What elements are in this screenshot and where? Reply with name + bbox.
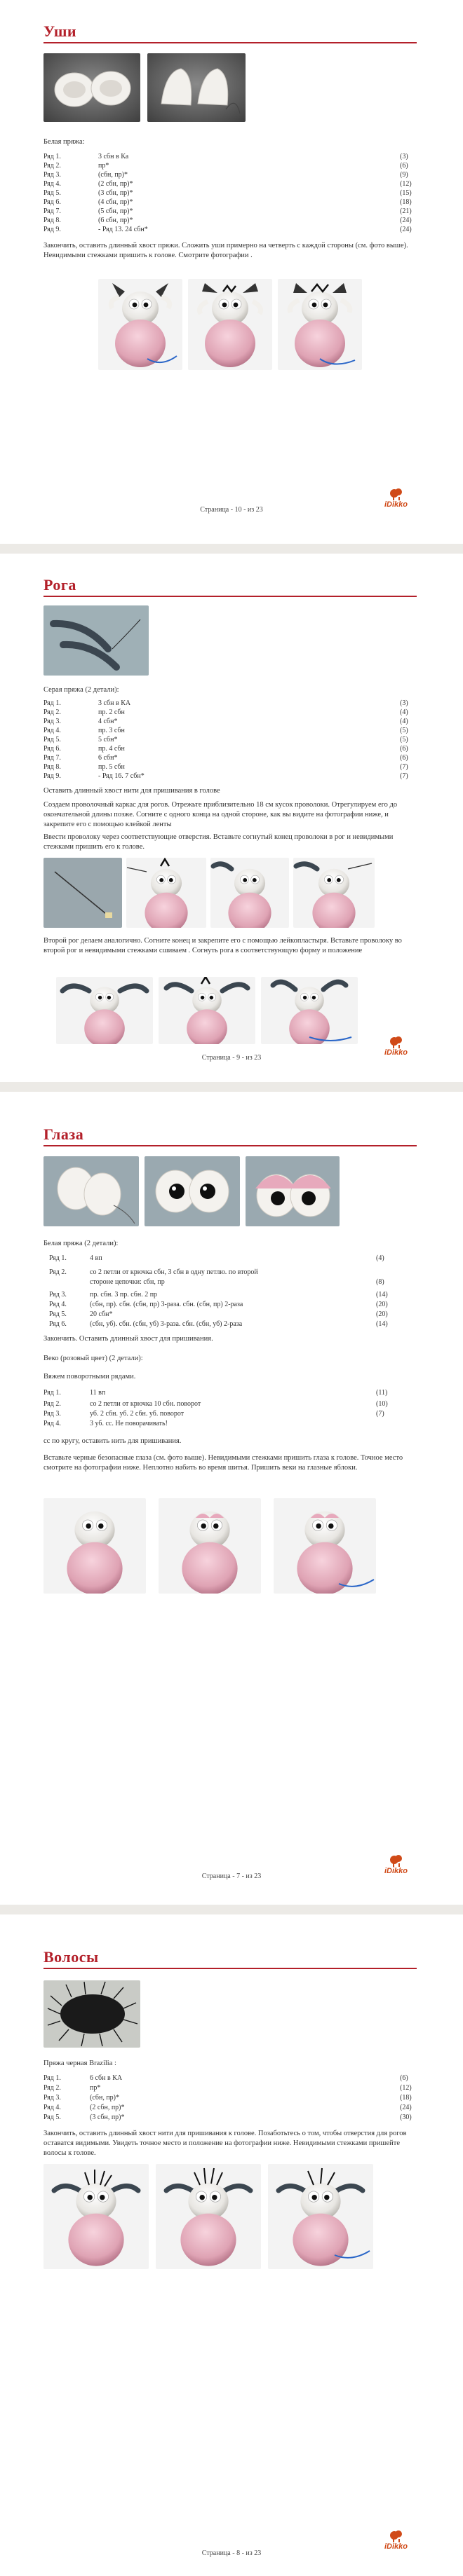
row-label: Ряд 9. [43, 226, 61, 233]
row-instruction: 5 сбн* [98, 736, 118, 744]
row-instruction: (2 сбн, пр)* [90, 2104, 125, 2111]
row-count: (6) [400, 162, 408, 170]
row-instruction: (сбн, пр)* [98, 171, 128, 179]
photo-eyes-toy-1 [43, 1498, 146, 1594]
row-count: (12) [400, 180, 412, 188]
row-label: Ряд 2. [43, 1400, 61, 1408]
row-instruction: пр. 2 сбн [98, 708, 125, 716]
row-label: Ряд 1. [43, 1389, 61, 1397]
row-label: Ряд 3. [43, 171, 61, 179]
pattern-row [43, 1278, 415, 1287]
photo-eyes-toy-3 [274, 1498, 376, 1594]
row-label: Ряд 5. [43, 2113, 61, 2121]
row-count: (7) [400, 772, 408, 780]
row-label: Ряд 2. [49, 1268, 67, 1276]
row-label: Ряд 4. [43, 727, 61, 734]
pattern-row [43, 189, 415, 198]
photo-horns-wire-1 [43, 858, 122, 928]
section-title-hair: Волосы [43, 1948, 99, 1966]
row-count: (11) [376, 1389, 388, 1397]
row-count: (12) [400, 2084, 412, 2092]
row-instruction: 3 сбн в Ка [98, 153, 129, 160]
title-rule [43, 596, 417, 597]
photo-hair-toy-3 [268, 2164, 373, 2269]
logo-sheep-icon [384, 1853, 411, 1868]
page-hair [0, 1914, 463, 2576]
row-instruction: (6 сбн, пр)* [98, 217, 133, 224]
row-label: Ряд 1. [43, 2074, 61, 2082]
idikko-logo [384, 1853, 411, 1877]
pattern-row [43, 754, 415, 763]
row-instruction: 3 уб. сс. Не поворачивать! [90, 1420, 168, 1427]
idikko-logo [384, 1034, 411, 1058]
pattern-row [43, 2074, 415, 2083]
pattern-row [43, 1420, 415, 1429]
instructions-text: Вставьте черные безопасные глаза (см. фото выше). Невидимыми стежками пришить глаза к голове. Точное место смотрите на фотографии ниже. Неплотно набить во время шитья. Пришить веки на глазные яблоки. [43, 1454, 403, 1472]
pattern-row [43, 217, 415, 226]
photo-hair [43, 1980, 140, 2048]
instructions-text: Вяжем поворотными рядами. [43, 1373, 136, 1381]
yarn-label: Белая пряжа (2 детали): [43, 1240, 119, 1247]
idikko-logo [384, 2528, 411, 2552]
row-count: (18) [400, 2094, 412, 2102]
photo-horns-wire-3 [210, 858, 289, 928]
section-title-ears: Уши [43, 22, 77, 40]
row-label: Ряд 2. [43, 162, 61, 170]
row-instruction: (сбн, пр)* [90, 2094, 120, 2102]
pattern-row [43, 1310, 415, 1320]
row-label: Ряд 7. [43, 207, 61, 215]
row-instruction: (3 сбн, пр)* [98, 189, 133, 197]
row-label: Ряд 4. [43, 180, 61, 188]
logo-text: iDikko [384, 1048, 408, 1057]
row-count: (9) [400, 171, 408, 179]
row-count: (6) [400, 745, 408, 753]
page-ears [0, 0, 463, 544]
pattern-row [43, 1320, 415, 1329]
row-instruction: - Ряд 13. 24 сбн* [98, 226, 148, 233]
page-eyes [0, 1092, 463, 1905]
section-title-eyes: Глаза [43, 1125, 84, 1143]
row-instruction: 6 сбн в КА [90, 2074, 123, 2082]
row-instruction: со 2 петли от крючка 10 сбн. поворот [90, 1400, 201, 1408]
row-instruction: пр. 5 сбн [98, 763, 125, 771]
row-instruction: (2 сбн, пр)* [98, 180, 133, 188]
row-count: (24) [400, 2104, 412, 2111]
pattern-row [43, 180, 415, 189]
row-instruction: 3 сбн в КА [98, 699, 131, 707]
row-count: (3) [400, 153, 408, 160]
page-divider [0, 1082, 463, 1092]
row-instruction: пр* [98, 162, 109, 170]
pattern-row [43, 1410, 415, 1419]
yarn-label: Серая пряжа (2 детали): [43, 686, 119, 694]
instructions-text: Второй рог делаем аналогично. Согните конец и закрепите его с помощью лейкопластыря. Вставьте проволоку во второй рог и невидимыми стежками сшиваем . Согнуть рога в соответствующую форму и положение [43, 937, 402, 954]
row-count: (5) [400, 727, 408, 734]
row-instruction: со 2 петли от крючка сбн, 3 сбн в одну петлю. по второй [90, 1268, 258, 1276]
row-instruction: (3 сбн, пр)* [90, 2113, 125, 2121]
section-title-horns: Рога [43, 576, 76, 594]
row-label: Ряд 7. [43, 754, 61, 762]
row-count: (10) [376, 1400, 388, 1408]
row-instruction: стороне цепочки: сбн, пр [90, 1278, 165, 1286]
row-count: (15) [400, 189, 412, 197]
row-count: (3) [400, 699, 408, 707]
row-label: Ряд 3. [43, 2094, 61, 2102]
row-label: Ряд 3. [49, 1291, 67, 1299]
row-instruction: уб. 2 сбн. уб. 2 сбн. уб. поворот [90, 1410, 184, 1418]
row-instruction: пр. 3 сбн [98, 727, 125, 734]
instructions-text: Закончить, оставить длинный хвост нити для пришивания к голове. Позаботьтесь о том, чтобы отверстия для рогов оставатся видимыми. Увидеть точное место и положение на фотографии ниже. Невидимыми стежками пришейте волосы к голове. [43, 2130, 407, 2157]
photo-toy-ears-2 [188, 279, 272, 370]
photo-eyes-3 [246, 1156, 340, 1226]
pattern-row [43, 763, 415, 772]
instructions-text: Закончить. Оставить длинный хвост для пришивания. [43, 1335, 213, 1343]
row-label: Ряд 5. [43, 736, 61, 744]
row-instruction: (сбн, пр). сбн. (сбн, пр) 3-раза. сбн. (сбн, пр) 2-раза [90, 1301, 243, 1308]
page-footer: Страница - 7 - из 23 [201, 1872, 262, 1880]
instructions-text: Ввести проволоку через соответствующие отверстия. Вставьте согнутый конец проволоки в рог и невидимыми стежками пришить его к голове. [43, 833, 394, 851]
pattern-row [43, 727, 415, 736]
photo-ears-1 [43, 53, 140, 122]
pattern-row [43, 1254, 415, 1263]
instructions-text: сс по кругу, оставить нить для пришивания. [43, 1437, 182, 1445]
row-label: Ряд 6. [43, 198, 61, 206]
pattern-row [43, 1268, 415, 1277]
row-count: (14) [376, 1291, 388, 1299]
pattern-row [43, 745, 415, 754]
page-footer: Страница - 9 - из 23 [201, 1054, 262, 1062]
pattern-row [43, 2094, 415, 2103]
row-label: Ряд 2. [43, 2084, 61, 2092]
page-divider [0, 1905, 463, 1914]
pattern-row [43, 699, 415, 708]
row-label: Ряд 2. [43, 708, 61, 716]
row-label: Ряд 9. [43, 772, 61, 780]
row-count: (5) [400, 736, 408, 744]
row-instruction: (сбн, уб). сбн. (сбн, уб) 3-раза. сбн. (сбн, уб) 2-раза [90, 1320, 243, 1328]
pattern-row [43, 708, 415, 718]
row-label: Ряд 1. [43, 153, 61, 160]
pattern-row [43, 2104, 415, 2113]
row-instruction: 6 сбн* [98, 754, 118, 762]
logo-text: iDikko [384, 500, 408, 509]
page-divider [0, 544, 463, 554]
row-label: Ряд 6. [49, 1320, 67, 1328]
row-count: (24) [400, 217, 412, 224]
row-instruction: пр* [90, 2084, 101, 2092]
row-label: Ряд 5. [43, 189, 61, 197]
pattern-row [43, 736, 415, 745]
pattern-row [43, 1291, 415, 1300]
row-count: (4) [400, 708, 408, 716]
page-footer: Страница - 10 - из 23 [200, 506, 263, 514]
row-instruction: 11 вп [90, 1389, 106, 1397]
photo-horns-wire-4 [293, 858, 375, 928]
pattern-row [43, 226, 415, 235]
row-label: Ряд 3. [43, 1410, 61, 1418]
row-instruction: пр. 4 сбн [98, 745, 125, 753]
row-count: (7) [400, 763, 408, 771]
row-count: (4) [376, 1254, 384, 1262]
row-label: Ряд 4. [43, 2104, 61, 2111]
logo-sheep-icon [384, 1034, 411, 1050]
pattern-row [43, 198, 415, 207]
instructions-text: Закончить, оставить длинный хвост пряжи. Сложить уши примерно на четверть с каждой стороны (см. фото выше). Невидимыми стежками пришить к голове. Смотрите фотографии . [43, 242, 408, 259]
title-rule [43, 42, 417, 43]
pattern-row [43, 207, 415, 217]
row-label: Ряд 8. [43, 763, 61, 771]
pattern-row [43, 2113, 415, 2123]
page-footer: Страница - 8 - из 23 [201, 2549, 262, 2557]
row-count: (21) [400, 207, 412, 215]
row-count: (7) [376, 1410, 384, 1418]
row-label: Ряд 8. [43, 217, 61, 224]
photo-hair-toy-1 [43, 2164, 149, 2269]
row-label: Ряд 1. [43, 699, 61, 707]
title-rule [43, 1968, 417, 1969]
row-instruction: - Ряд 16. 7 сбн* [98, 772, 145, 780]
row-count: (14) [376, 1320, 388, 1328]
logo-sheep-icon [384, 2528, 411, 2544]
photo-toy-ears-3 [278, 279, 362, 370]
row-label: Ряд 4. [49, 1301, 67, 1308]
row-count: (8) [376, 1278, 384, 1286]
row-count: (18) [400, 198, 412, 206]
row-instruction: 20 сбн* [90, 1310, 113, 1318]
row-instruction: пр. сбн. 3 пр. сбн. 2 пр [90, 1291, 158, 1299]
pattern-row [43, 1400, 415, 1409]
yarn-label: Веко (розовый цвет) (2 детали): [43, 1355, 143, 1362]
row-count: (24) [400, 226, 412, 233]
photo-ears-2 [147, 53, 246, 122]
photo-horns-done-2 [159, 977, 255, 1044]
yarn-label: Белая пряжа: [43, 138, 85, 146]
photo-eyes-2 [145, 1156, 240, 1226]
row-instruction: (5 сбн, пр)* [98, 207, 133, 215]
pattern-row [43, 162, 415, 171]
page-horns [0, 554, 463, 1082]
photo-horns-wire-2 [126, 858, 206, 928]
row-instruction: (4 сбн, пр)* [98, 198, 133, 206]
logo-text: iDikko [384, 2542, 408, 2551]
photo-eyes-toy-2 [159, 1498, 261, 1594]
row-count: (20) [376, 1301, 388, 1308]
row-label: Ряд 5. [49, 1310, 67, 1318]
row-count: (4) [400, 718, 408, 725]
row-label: Ряд 1. [49, 1254, 67, 1262]
pattern-row [43, 171, 415, 180]
title-rule [43, 1145, 417, 1146]
photo-toy-ears-1 [98, 279, 182, 370]
row-count: (6) [400, 2074, 408, 2082]
logo-text: iDikko [384, 1867, 408, 1875]
instructions-text: Оставить длинный хвост нити для пришивания в голове [43, 787, 220, 795]
row-instruction: 4 сбн* [98, 718, 118, 725]
row-count: (20) [376, 1310, 388, 1318]
instructions-text: Создаем проволочный каркас для рогов. Отрежьте приблизительно 18 см кусок проволоки. Отрегулируем его до окончательной длины позже. Согните с одного конца на одной стороне, как вы видите на фотографии ниже, и закрепите его с помощью клейкой ленты [43, 801, 398, 828]
pattern-row [43, 772, 415, 781]
pattern-row [43, 2084, 415, 2093]
row-count: (30) [400, 2113, 412, 2121]
row-count: (6) [400, 754, 408, 762]
row-instruction: 4 вп [90, 1254, 102, 1262]
pattern-row [43, 718, 415, 727]
photo-horns-done-1 [56, 977, 153, 1044]
pattern-row [43, 153, 415, 162]
pattern-row [43, 1301, 415, 1310]
pattern-row [43, 1389, 415, 1398]
idikko-logo [384, 486, 411, 510]
row-label: Ряд 6. [43, 745, 61, 753]
row-label: Ряд 3. [43, 718, 61, 725]
photo-horns [43, 605, 149, 676]
photo-hair-toy-2 [156, 2164, 261, 2269]
photo-eyes-1 [43, 1156, 139, 1226]
row-label: Ряд 4. [43, 1420, 61, 1427]
yarn-label: Пряжа черная Brazilia : [43, 2060, 116, 2067]
logo-sheep-icon [384, 486, 411, 502]
photo-horns-done-3 [261, 977, 358, 1044]
